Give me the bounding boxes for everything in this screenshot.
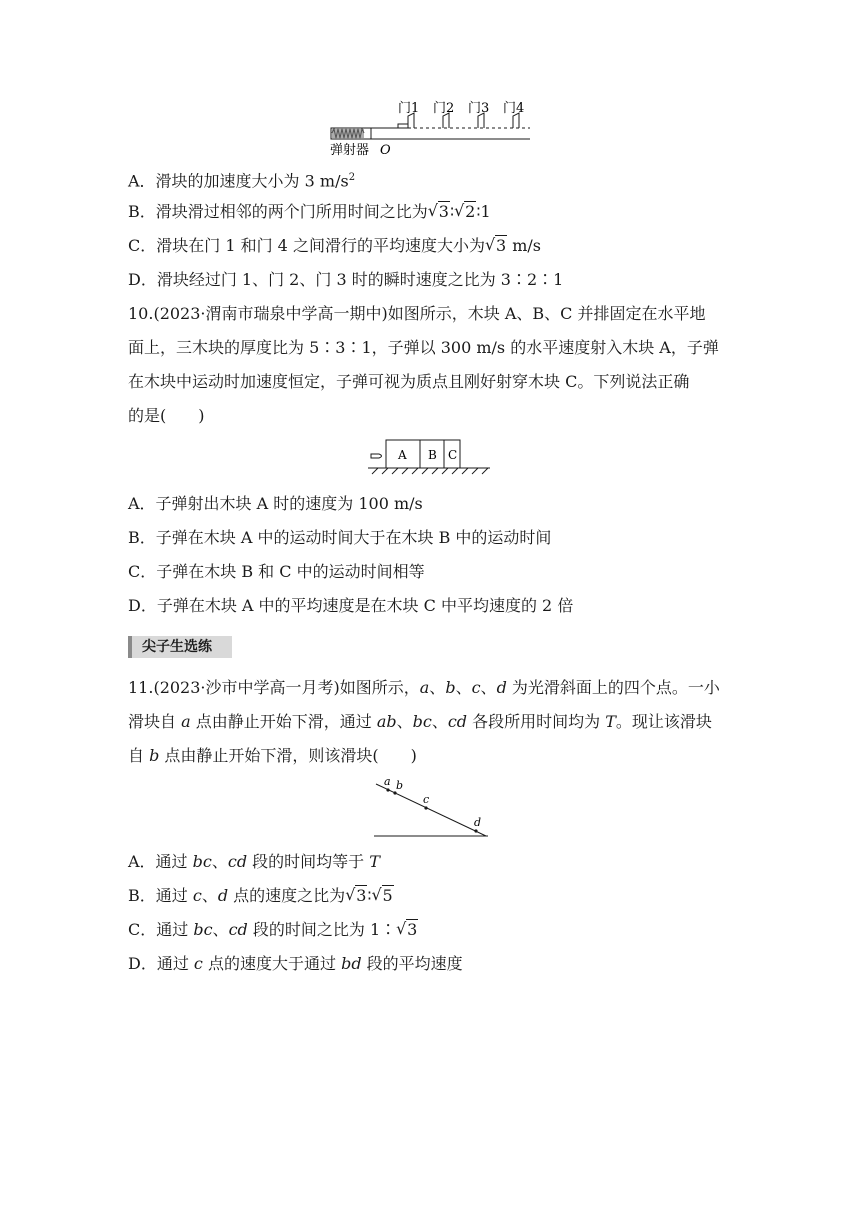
block-b-label: B bbox=[428, 448, 437, 462]
block-a-label: A bbox=[398, 448, 407, 462]
bullet bbox=[371, 454, 382, 458]
q9-option-d: D．滑块经过门 1、门 2、门 3 时的瞬时速度之比为 3∶2∶1 bbox=[128, 270, 564, 289]
origin-label: O bbox=[380, 143, 391, 158]
q10-stem-3: 在木块中运动时加速度恒定，子弹可视为质点且刚好射穿木块 C。下列说法正确 bbox=[128, 372, 690, 391]
q11-stem-2: 滑块自 a 点由静止开始下滑，通过 ab、bc、cd 各段所用时间均为 T。现让该滑块 bbox=[128, 712, 712, 731]
point-b-label: b bbox=[396, 779, 404, 792]
q10-option-c: C．子弹在木块 B 和 C 中的运动时间相等 bbox=[128, 562, 425, 581]
gate-diagram bbox=[328, 98, 538, 158]
q10-option-d: D．子弹在木块 A 中的平均速度是在木块 C 中平均速度的 2 倍 bbox=[128, 596, 574, 615]
q11-option-a: A．通过 bc、cd 段的时间均等于 T bbox=[128, 852, 380, 871]
q11-option-b: B．通过 c、d 点的速度之比为√ 3∶√ 5 bbox=[128, 886, 394, 906]
q10-option-b: B．子弹在木块 A 中的运动时间大于在木块 B 中的运动时间 bbox=[128, 528, 552, 547]
q9-option-a: A．滑块的加速度大小为 3 $m/s^2$ bbox=[128, 171, 356, 191]
launcher-label: 弹射器 bbox=[330, 143, 370, 158]
q9-option-c: C．滑块在门 1 和门 4 之间滑行的平均速度大小为√ 3 m/s bbox=[128, 236, 541, 256]
gate-4-label: 门4 bbox=[503, 101, 525, 116]
block-c-label: C bbox=[448, 448, 458, 462]
section-tag: 尖子生选练 bbox=[128, 636, 232, 658]
q10-stem-2: 面上，三木块的厚度比为 5∶3∶1，子弹以 300 m/s 的水平速度射入木块 A，子弹 bbox=[128, 338, 719, 357]
incline-diagram bbox=[368, 774, 492, 840]
gate-3-label: 门3 bbox=[468, 101, 490, 116]
q11-option-d: D．通过 c 点的速度大于通过 bd 段的平均速度 bbox=[128, 954, 463, 973]
gate-1-label: 门1 bbox=[398, 101, 420, 116]
point-a-label: a bbox=[384, 775, 391, 788]
q11-stem-1: 11.(2023·沙市中学高一月考)如图所示，a、b、c、d 为光滑斜面上的四个点。一小 bbox=[128, 678, 720, 697]
point-a bbox=[386, 788, 389, 791]
ground-hatch bbox=[372, 468, 488, 474]
point-c-label: c bbox=[423, 793, 430, 806]
q10-option-a: A．子弹射出木块 A 时的速度为 100 m/s bbox=[128, 494, 423, 513]
point-d bbox=[474, 829, 477, 832]
gate-2-label: 门2 bbox=[433, 101, 455, 116]
q9-option-b: B．滑块滑过相邻的两个门所用时间之比为√ 3∶√ 2∶1 bbox=[128, 202, 491, 222]
point-d-label: d bbox=[474, 816, 482, 829]
incline bbox=[376, 784, 486, 836]
q10-stem-4: 的是( ) bbox=[128, 406, 205, 425]
q11-stem-3: 自 b 点由静止开始下滑，则该滑块( ) bbox=[128, 746, 417, 765]
q10-stem-1: 10.(2023·渭南市瑞泉中学高一期中)如图所示，木块 A、B、C 并排固定在水平地 bbox=[128, 304, 706, 323]
point-c bbox=[424, 806, 427, 809]
blocks-diagram bbox=[366, 436, 496, 480]
q11-option-c: C．通过 bc、cd 段的时间之比为 1∶√ 3 bbox=[128, 920, 418, 940]
